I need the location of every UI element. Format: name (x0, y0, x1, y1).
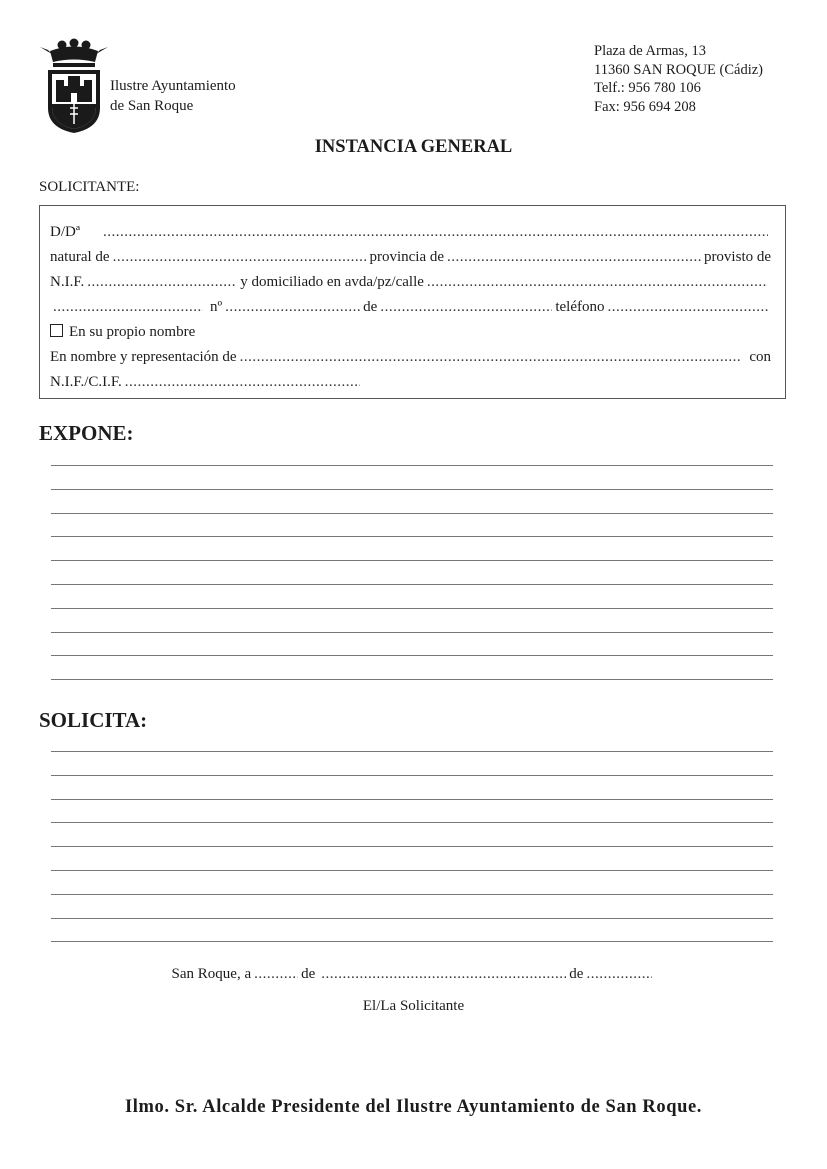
form-title: INSTANCIA GENERAL (314, 137, 513, 157)
signature-label: El/La Solicitante (362, 998, 465, 1014)
telefono-label: teléfono (555, 299, 605, 315)
name-field[interactable] (103, 222, 768, 242)
writing-line[interactable] (51, 918, 773, 919)
row-name (50, 222, 771, 242)
dd-label: D/Dª (50, 224, 80, 240)
month-field[interactable] (321, 966, 566, 983)
writing-line[interactable] (51, 584, 773, 585)
domiciliado-label: y domiciliado en avda/pz/calle (240, 274, 424, 290)
writing-line[interactable] (51, 632, 773, 633)
row-own-name (50, 322, 771, 342)
writing-line[interactable] (51, 846, 773, 847)
writing-line[interactable] (51, 608, 773, 609)
writing-line[interactable] (51, 513, 773, 514)
row-nif (50, 272, 771, 292)
nif-field[interactable] (87, 272, 237, 292)
date-de-label-2: de (569, 966, 584, 982)
writing-line[interactable] (51, 560, 773, 561)
address-field[interactable] (427, 272, 768, 292)
address-line: Plaza de Armas, 13 (594, 43, 706, 59)
numero-label: nº (210, 299, 223, 315)
provincia-field[interactable] (447, 247, 701, 267)
own-name-checkbox[interactable] (50, 324, 63, 337)
day-field[interactable] (254, 966, 298, 983)
writing-line[interactable] (51, 941, 773, 942)
writing-line[interactable] (51, 775, 773, 776)
own-name-label: En su propio nombre (69, 324, 196, 340)
number-field[interactable] (225, 297, 360, 317)
writing-line[interactable] (51, 799, 773, 800)
natural-de-label: natural de (50, 249, 110, 265)
provisto-de-label: provisto de (703, 249, 772, 265)
writing-line[interactable] (51, 894, 773, 895)
coat-of-arms-logo (38, 38, 110, 134)
writing-line[interactable] (51, 465, 773, 466)
applicant-box (39, 205, 786, 399)
address-phone: Telf.: 956 780 106 (594, 80, 701, 96)
writing-line[interactable] (51, 679, 773, 680)
phone-field[interactable] (607, 297, 768, 317)
city-field[interactable] (380, 297, 552, 317)
con-label: con (749, 349, 771, 365)
addressee-footer: Ilmo. Sr. Alcalde Presidente del Ilustre Ayuntamiento de San Roque. (124, 1097, 703, 1117)
date-line (0, 966, 827, 983)
natural-de-field[interactable] (113, 247, 367, 267)
row-nif-cif (50, 372, 771, 392)
nif-cif-field[interactable] (125, 372, 360, 392)
solicitante-label: SOLICITANTE: (39, 179, 140, 195)
provincia-de-label: provincia de (369, 249, 445, 265)
place-label: San Roque, a (171, 966, 252, 982)
address-fax: Fax: 956 694 208 (594, 98, 696, 115)
representacion-field[interactable] (240, 347, 743, 367)
nif-label: N.I.F. (50, 274, 85, 290)
writing-line[interactable] (51, 536, 773, 537)
writing-line[interactable] (51, 655, 773, 656)
row-representation (50, 347, 771, 367)
street-field[interactable] (53, 297, 203, 317)
writing-line[interactable] (51, 489, 773, 490)
row-number (50, 297, 771, 317)
representacion-label: En nombre y representación de (50, 349, 237, 365)
date-de-label-1: de (301, 966, 316, 982)
org-name-line1: Ilustre Ayuntamiento (110, 78, 236, 94)
writing-line[interactable] (51, 822, 773, 823)
year-field[interactable] (586, 966, 652, 983)
writing-line[interactable] (51, 870, 773, 871)
de-label: de (363, 299, 378, 315)
expone-heading: EXPONE: (39, 421, 134, 445)
writing-line[interactable] (51, 751, 773, 752)
solicita-heading: SOLICITA: (39, 708, 148, 732)
nif-cif-label: N.I.F./C.I.F. (50, 374, 122, 390)
org-name-line2: de San Roque (110, 98, 194, 114)
address-city: 11360 SAN ROQUE (Cádiz) (594, 61, 764, 78)
row-origin (50, 247, 771, 267)
